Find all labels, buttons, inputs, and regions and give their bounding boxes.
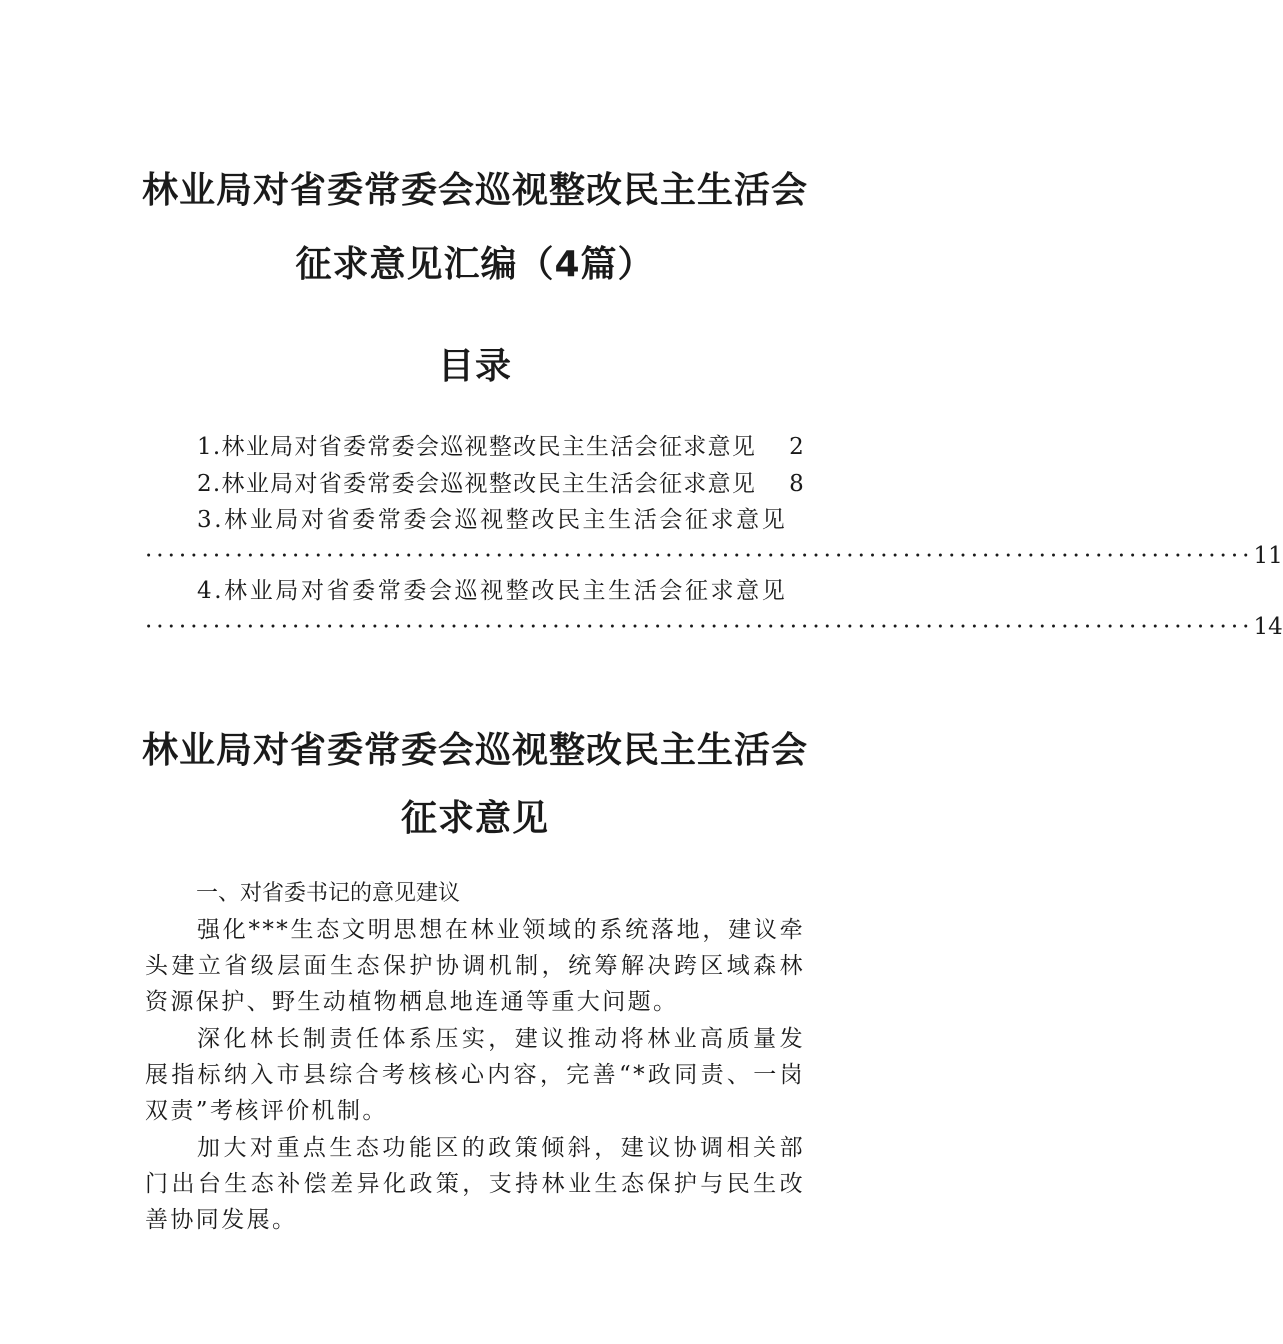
toc-entry-4-leader[interactable] (145, 612, 1283, 642)
toc-entry-text: 4.林业局对省委常委会巡视整改民主生活会征求意见 (197, 578, 788, 604)
paragraph: 深化林长制责任体系压实，建议推动将林业高质量发展指标纳入市县综合考核核心内容，完善“*政同责、一岗双责”考核评价机制。 (145, 1026, 805, 1124)
paragraph: 加大对重点生态功能区的政策倾斜，建议协调相关部门出台生态补偿差异化政策，支持林业生态保护与民生改善协同发展。 (145, 1135, 805, 1233)
toc-title: 目录 (437, 346, 512, 387)
toc-entry-text: 2.林业局对省委常委会巡视整改民主生活会征求意见 (197, 471, 757, 497)
article-title-line1: 林业局对省委常委会巡视整改民主生活会 (141, 730, 808, 771)
toc-page-number: 8 (789, 471, 805, 497)
toc-leader-dots: ·································································································· (145, 614, 1254, 640)
toc-entry-1[interactable] (145, 432, 805, 462)
section-heading: 一、对省委书记的意见建议 (196, 881, 461, 906)
toc-entry-3-leader[interactable] (145, 541, 1283, 571)
toc-entry-2[interactable] (145, 469, 805, 499)
main-title-line2: 征求意见汇编（4篇） (295, 244, 655, 285)
toc-page-number: 14 (1253, 614, 1283, 640)
toc-entry-4[interactable] (145, 576, 805, 606)
paragraph: 强化***生态文明思想在林业领域的系统落地，建议牵头建立省级层面生态保护协调机制，统筹解决跨区域森林资源保护、野生动植物栖息地连通等重大问题。 (145, 917, 805, 1015)
toc-entry-text: 3.林业局对省委常委会巡视整改民主生活会征求意见 (197, 507, 788, 533)
toc-leader-dots: ·································································································· (145, 543, 1254, 569)
main-title-line1: 林业局对省委常委会巡视整改民主生活会 (141, 170, 808, 211)
toc-entry-text: 1.林业局对省委常委会巡视整改民主生活会征求意见 (197, 434, 757, 460)
article-title-line2: 征求意见 (400, 798, 549, 839)
toc-page-number: 11 (1253, 543, 1283, 569)
toc-page-number: 2 (789, 434, 805, 460)
toc-entry-3[interactable] (145, 505, 805, 535)
